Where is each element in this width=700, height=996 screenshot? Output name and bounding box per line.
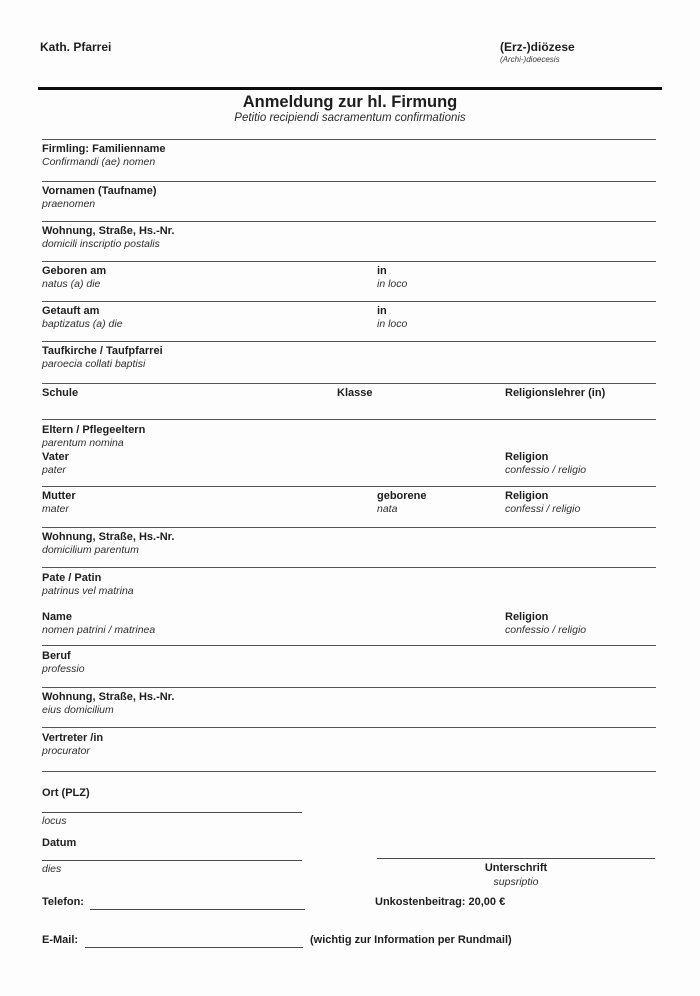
write-line-geboren xyxy=(42,261,656,262)
field-latin-pate-name: nomen patrini / matrinea xyxy=(42,624,156,636)
write-line-wohnung3 xyxy=(42,687,656,688)
field-latin-unterschrift: supsriptio xyxy=(493,876,539,888)
write-line-getauft xyxy=(42,301,656,302)
field-latin-wohnung2: domicilium parentum xyxy=(42,544,139,556)
email-note-label: (wichtig zur Information per Rundmail) xyxy=(310,934,512,946)
write-line-taufkirche xyxy=(42,341,656,342)
field-latin-taufkirche: paroecia collati baptisi xyxy=(42,358,146,370)
field-label-geboren: Geboren am xyxy=(42,265,107,277)
field-label-schule: Schule xyxy=(42,387,79,399)
field-latin-getauft: baptizatus (a) die xyxy=(42,318,123,330)
write-line-eltern xyxy=(42,419,656,420)
field-label-mutter-geborene: geborene xyxy=(377,490,427,502)
write-line-telefon xyxy=(90,909,305,910)
field-label-geboren-in: in xyxy=(377,265,387,277)
write-line-vornamen xyxy=(42,181,656,182)
field-latin-getauft-in: in loco xyxy=(377,318,408,330)
diocese-latin-label: (Archi-)dioecesis xyxy=(500,55,560,64)
field-latin-ort: locus xyxy=(42,815,67,827)
write-line-vertreter xyxy=(42,727,656,728)
field-label-beruf: Beruf xyxy=(42,650,71,662)
field-latin-beruf: professio xyxy=(42,663,85,675)
field-latin-vater: pater xyxy=(42,464,66,476)
form-subtitle: Petitio recipiendi sacramentum confirmationis xyxy=(234,112,466,124)
write-line-familienname xyxy=(42,139,656,140)
parish-label: Kath. Pfarrei xyxy=(40,40,112,54)
field-latin-eltern: parentum nomina xyxy=(42,437,124,449)
field-label-religionslehrer: Religionslehrer (in) xyxy=(505,387,606,399)
field-latin-datum: dies xyxy=(42,863,62,875)
field-label-unterschrift: Unterschrift xyxy=(484,862,548,874)
field-label-ort: Ort (PLZ) xyxy=(42,787,90,799)
field-label-telefon: Telefon: xyxy=(42,896,84,908)
field-label-getauft: Getauft am xyxy=(42,305,100,317)
field-label-email: E-Mail: xyxy=(42,934,79,946)
field-latin-mutter: mater xyxy=(42,503,69,515)
write-line-ort xyxy=(42,812,302,813)
field-latin-mutter-geborene: nata xyxy=(377,503,398,515)
field-latin-vornamen: praenomen xyxy=(42,198,96,210)
field-label-wohnung1: Wohnung, Straße, Hs.-Nr. xyxy=(42,225,175,237)
write-line-mutter xyxy=(42,486,656,487)
field-label-vater: Vater xyxy=(42,451,69,463)
field-latin-wohnung3: eius domicilium xyxy=(42,704,114,716)
section-closing-line xyxy=(42,771,656,772)
field-label-vornamen: Vornamen (Taufname) xyxy=(42,185,157,197)
field-latin-vertreter: procurator xyxy=(42,745,90,757)
field-label-wohnung3: Wohnung, Straße, Hs.-Nr. xyxy=(42,691,175,703)
write-line-wohnung1 xyxy=(42,221,656,222)
field-latin-geboren: natus (a) die xyxy=(42,278,101,290)
field-label-mutter: Mutter xyxy=(42,490,76,502)
field-latin-familienname: Confirmandi (ae) nomen xyxy=(42,156,156,168)
field-latin-geboren-in: in loco xyxy=(377,278,408,290)
field-label-vater-religion: Religion xyxy=(505,451,549,463)
field-label-klasse: Klasse xyxy=(337,387,373,399)
field-latin-wohnung1: domicili inscriptio postalis xyxy=(42,238,160,250)
field-latin-mutter-religion: confessi / religio xyxy=(505,503,581,515)
write-line-email xyxy=(85,947,303,948)
field-label-taufkirche: Taufkirche / Taufpfarrei xyxy=(42,345,163,357)
form-title: Anmeldung zur hl. Firmung xyxy=(242,93,458,111)
field-label-familienname: Firmling: Familienname xyxy=(42,143,166,155)
field-label-datum: Datum xyxy=(42,837,77,849)
field-latin-vater-religion: confessio / religio xyxy=(505,464,587,476)
field-label-pate-name: Name xyxy=(42,611,72,623)
field-label-pate: Pate / Patin xyxy=(42,572,102,584)
header-rule xyxy=(38,87,662,90)
write-line-schule xyxy=(42,383,656,384)
fee-label: Unkostenbeitrag: 20,00 € xyxy=(375,896,506,908)
field-label-eltern: Eltern / Pflegeeltern xyxy=(42,424,146,436)
field-label-pate-religion: Religion xyxy=(505,611,549,623)
write-line-unterschrift xyxy=(377,858,655,859)
write-line-datum xyxy=(42,860,302,861)
diocese-label: (Erz-)diözese xyxy=(500,40,575,54)
field-label-vertreter: Vertreter /in xyxy=(42,732,104,744)
write-line-wohnung2 xyxy=(42,527,656,528)
field-label-wohnung2: Wohnung, Straße, Hs.-Nr. xyxy=(42,531,175,543)
field-latin-pate: patrinus vel matrina xyxy=(42,585,134,597)
field-latin-pate-religion: confessio / religio xyxy=(505,624,587,636)
field-label-mutter-religion: Religion xyxy=(505,490,549,502)
field-label-getauft-in: in xyxy=(377,305,387,317)
write-line-beruf xyxy=(42,645,656,646)
write-line-pate xyxy=(42,567,656,568)
